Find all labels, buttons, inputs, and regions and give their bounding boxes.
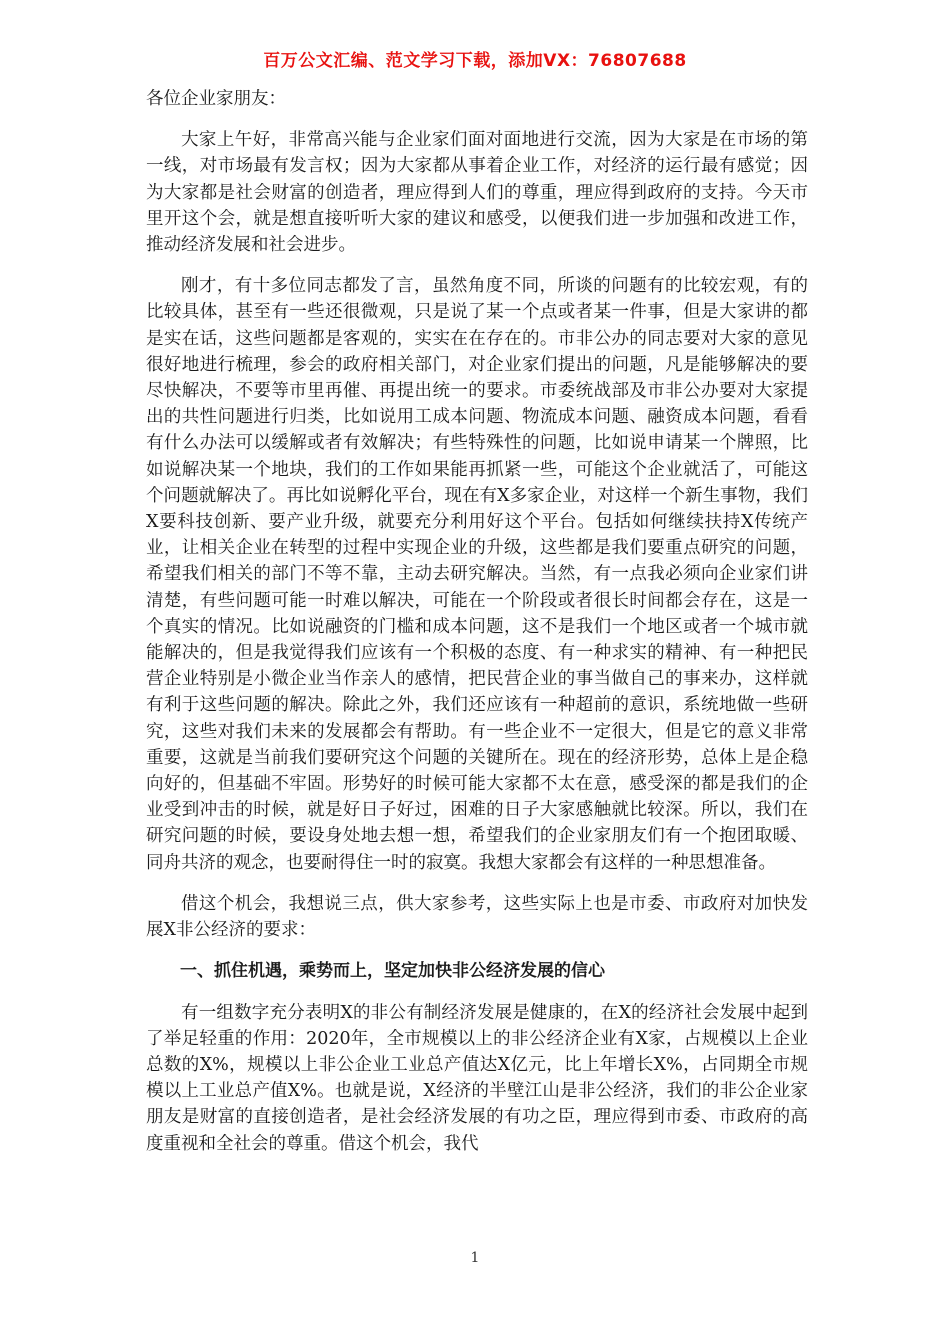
watermark-banner: 百万公文汇编、范文学习下载，添加VX：76807688 [263, 51, 687, 71]
section-paragraph: 有一组数字充分表明X的非公有制经济发展是健康的，在X的经济社会发展中起到了举足轻重的作用：2020年，全市规模以上的非公经济企业有X家，占规模以上企业总数的X%，规模以上非公企业工业总产值达X亿元，比上年增长X%，占同期全市规模以上工业总产值X%。也就是说，X经济的半壁江山是非公经济，我们的非公企业家朋友是财富的直接创造者，是社会经济发展的有功之臣，理应得到市委、市政府的高度重视和全社会的尊重。借这个机会，我代 [146, 1002, 808, 1154]
paragraph-transition: 借这个机会，我想说三点，供大家参考，这些实际上也是市委、市政府对加快发展X非公经济的要求： [146, 893, 808, 941]
paragraph-intro: 大家上午好，非常高兴能与企业家们面对面地进行交流，因为大家是在市场的第一线，对市场最有发言权；因为大家都从事着企业工作，对经济的运行最有感觉；因为大家都是社会财富的创造者，理应得到人们的尊重，理应得到政府的支持。今天市里开这个会，就是想直接听听大家的建议和感受，以便我们进一步加强和改进工作，推动经济发展和社会进步。 [146, 130, 808, 256]
paragraph-main: 刚才，有十多位同志都发了言，虽然角度不同，所谈的问题有的比较宏观，有的比较具体，甚至有一些还很微观，只是说了某一个点或者某一件事，但是大家讲的都是实在话，这些问题都是客观的，实实在在存在的。市非公办的同志要对大家的意见很好地进行梳理，参会的政府相关部门，对企业家们提出的问题，凡是能够解决的要尽快解决，不要等市里再催、再提出统一的要求。市委统战部及市非公办要对大家提出的共性问题进行归类，比如说用工成本问题、物流成本问题、融资成本问题，看看有什么办法可以缓解或者有效解决；有些特殊性的问题，比如说申请某一个牌照，比如说解决某一个地块，我们的工作如果能再抓紧一些，可能这个企业就活了，可能这个问题就解决了。再比如说孵化平台，现在有X多家企业，对这样一个新生事物，我们X要科技创新、要产业升级，就要充分利用好这个平台。包括如何继续扶持X传统产业，让相关企业在转型的过程中实现企业的升级，这些都是我们要重点研究的问题，希望我们相关的部门不等不靠，主动去研究解决。当然，有一点我必须向企业家们讲清楚，有些问题可能一时难以解决，可能在一个阶段或者很长时间都会存在，这是一个真实的情况。比如说融资的门槛和成本问题，这不是我们一个地区或者一个城市就能解决的，但是我觉得我们应该有一个积极的态度、有一种求实的精神、有一种把民营企业特别是小微企业当作亲人的感情，把民营企业的事当做自己的事来办，这样就有利于这些问题的解决。除此之外，我们还应该有一种超前的意识，系统地做一些研究，这些对我们未来的发展都会有帮助。有一些企业不一定很大，但是它的意义非常重要，这就是当前我们要研究这个问题的关键所在。现在的经济形势，总体上是企稳向好的，但基础不牢固。形势好的时候可能大家都不太在意，感受深的都是我们的企业受到冲击的时候，就是好日子好过，困难的日子大家感触就比较深。所以，我们在研究问题的时候，要设身处地去想一想，希望我们的企业家朋友们有一个抱团取暖、同舟共济的观念，也要耐得住一时的寂寞。我想大家都会有这样的一种思想准备。 [146, 276, 808, 873]
page-number: 1 [470, 1250, 480, 1266]
document-body [146, 86, 808, 1172]
section-heading: 一、抓住机遇，乘势而上，坚定加快非公经济发展的信心 [180, 961, 605, 982]
greeting: 各位企业家朋友： [146, 89, 286, 109]
